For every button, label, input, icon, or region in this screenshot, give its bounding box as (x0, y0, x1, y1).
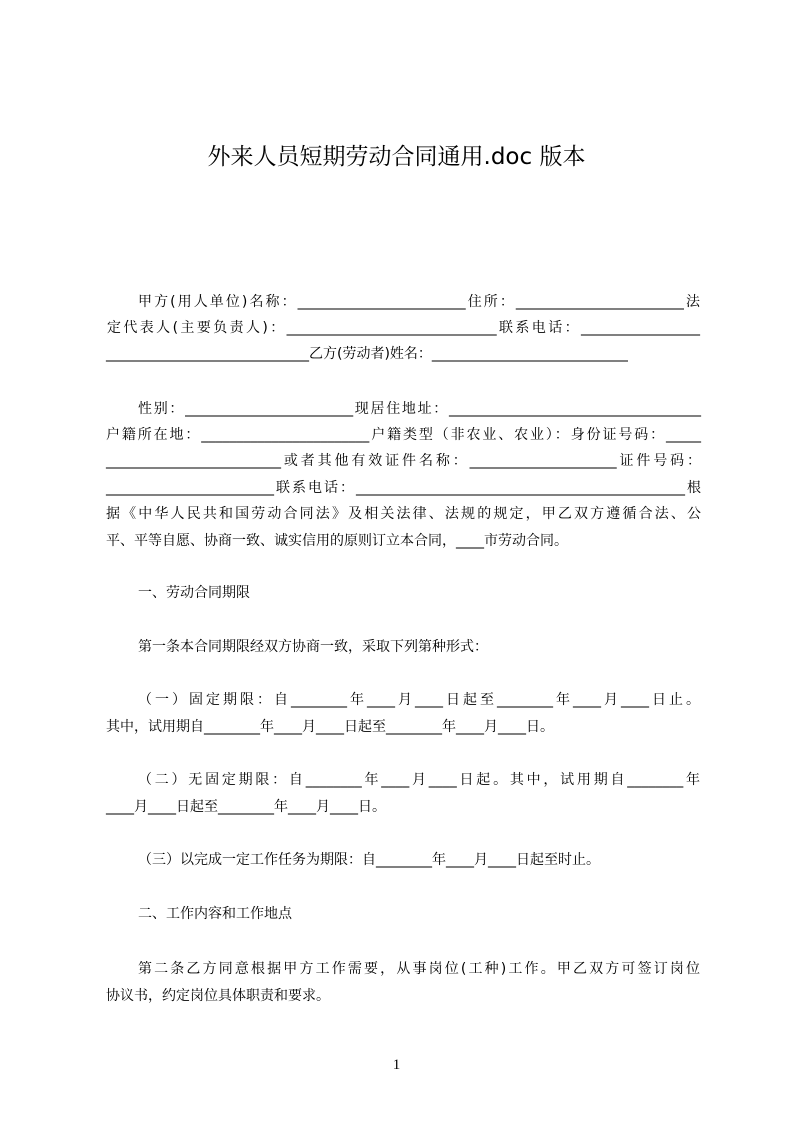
page-number: 1 (392, 1057, 401, 1073)
gender-address-line: 性别：________________________现居住地址：____________________________________ (138, 401, 701, 417)
article-2-line-1: 第二条乙方同意根据甲方工作需要，从事岗位(工种)工作。甲乙双方可签订岗位 (138, 961, 700, 977)
party-b-line: _____________________________乙方(劳动者)姓名：____________________________ (106, 346, 628, 362)
section-heading-1: 一、劳动合同期限 (138, 585, 250, 601)
option-open-term-line-2: ____月____日起至________年____月____日。 (106, 799, 386, 815)
id-document-line: _________________________或者其他有效证件名称：_____________________证件号码： (106, 453, 701, 469)
option-open-term-line-1: （二）无固定期限：自________年____月____日起。其中，试用期自________年 (138, 772, 700, 788)
party-a-line-2: 定代表人(主要负责人)：______________________________联系电话：_________________ (107, 320, 700, 336)
document-title: 外来人员短期劳动合同通用.doc 版本 (207, 144, 586, 170)
party-a-line-1: 甲方(用人单位)名称：________________________住所：________________________法 (138, 294, 700, 310)
option-fixed-term-line-2: 其中，试用期自________年____月____日起至________年____月____日。 (106, 719, 554, 735)
option-task-term: （三）以完成一定工作任务为期限：自________年____月____日起至时止。 (138, 852, 600, 868)
contact-phone-line: ________________________联系电话：_______________________________________________根 (106, 480, 701, 496)
option-fixed-term-line-1: （一）固定期限：自________年____月____日起至________年____月____日止。 (138, 692, 700, 708)
section-heading-2: 二、工作内容和工作地点 (138, 906, 292, 922)
article-2-line-2: 协议书，约定岗位具体职责和要求。 (106, 988, 330, 1004)
legal-basis-line-1: 据《中华人民共和国劳动合同法》及相关法律、法规的规定，甲乙双方遵循合法、公 (106, 506, 701, 522)
article-1: 第一条本合同期限经双方协商一致，采取下列第种形式： (138, 639, 488, 655)
legal-basis-line-2: 平、平等自愿、协商一致、诚实信用的原则订立本合同，____市劳动合同。 (106, 533, 568, 549)
household-line: 户籍所在地：________________________户籍类型（非农业、农业）：身份证号码：_____ (106, 427, 701, 443)
